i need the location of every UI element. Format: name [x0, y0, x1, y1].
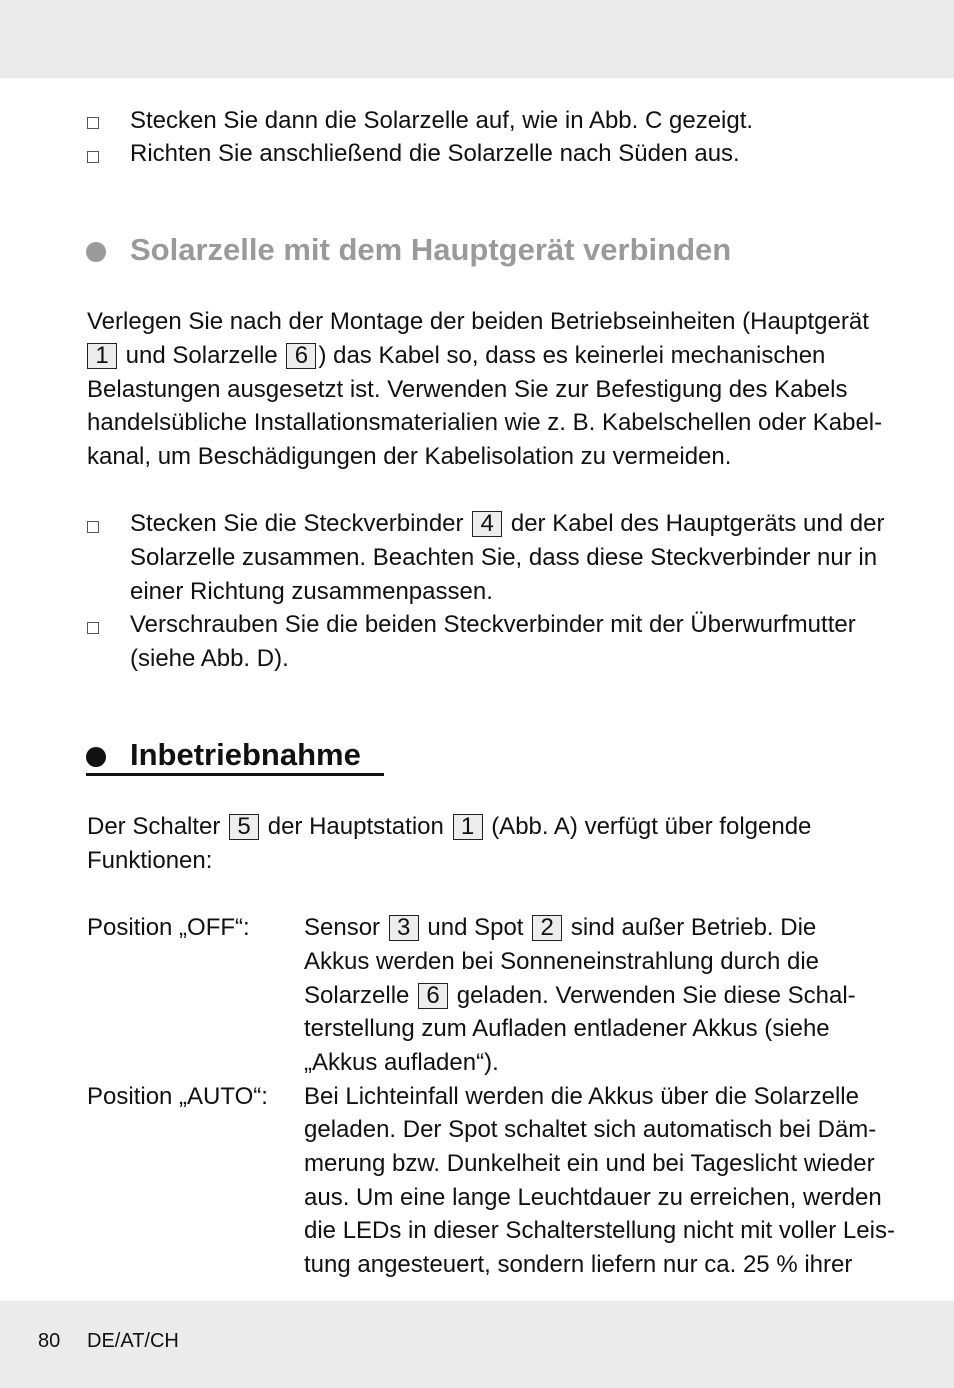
list-item: Verschrauben Sie die beiden Steckverbinder mit der Überwurfmutter [130, 611, 856, 638]
paragraph-line: Verlegen Sie nach der Montage der beiden Betriebseinheiten (Hauptgerät [87, 308, 869, 335]
reference-box: 6 [286, 343, 316, 369]
list-item-line: einer Richtung zusammenpassen. [130, 578, 493, 605]
description-text: sind außer Betrieb. Die [570, 914, 817, 941]
description-text: und Spot [427, 914, 524, 941]
description-line: terstellung zum Aufladen entladener Akkus (siehe [304, 1015, 830, 1042]
list-item: Richten Sie anschließend die Solarzelle nach Süden aus. [130, 140, 740, 167]
reference-box: 3 [389, 915, 419, 941]
list-item-line: (siehe Abb. D). [130, 645, 289, 672]
description-text: Solarzelle [304, 982, 410, 1009]
description-line: tung angesteuert, sondern liefern nur ca. 25 % ihrer [304, 1251, 853, 1278]
description-line: die LEDs in dieser Schalterstellung nicht mit voller Leis- [304, 1217, 895, 1244]
header-band [0, 0, 954, 78]
list-item [130, 507, 884, 541]
heading-underline [86, 773, 384, 776]
paragraph-line: Belastungen ausgesetzt ist. Verwenden Sie zur Befestigung des Kabels [87, 376, 848, 403]
heading-bullet-icon [86, 747, 106, 767]
description-line: „Akkus aufladen“). [304, 1049, 499, 1076]
paragraph-text: (Abb. A) verfügt über folgende [491, 813, 812, 840]
description-line: aus. Um eine lange Leuchtdauer zu erreichen, werden [304, 1184, 882, 1211]
footer [0, 1301, 954, 1388]
heading-bullet-icon [86, 242, 106, 262]
paragraph-line [87, 339, 825, 373]
paragraph-line: handelsübliche Installationsmaterialien wie z. B. Kabelschellen oder Kabel- [87, 409, 883, 436]
bullet-square [87, 622, 99, 634]
description-text: geladen. Verwenden Sie diese Schal- [456, 982, 856, 1009]
list-item: Stecken Sie dann die Solarzelle auf, wie in Abb. C gezeigt. [130, 107, 754, 134]
reference-box: 6 [418, 983, 448, 1009]
paragraph-line: Funktionen: [87, 847, 213, 874]
paragraph-text: ) das Kabel so, dass es keinerlei mechanischen [318, 342, 826, 369]
description-line: Akkus werden bei Sonneneinstrahlung durch die [304, 948, 820, 975]
bullet-square [87, 521, 99, 533]
description-line [304, 979, 856, 1013]
paragraph-text: der Hauptstation [267, 813, 444, 840]
paragraph-text: Der Schalter [87, 813, 221, 840]
reference-box: 1 [87, 343, 117, 369]
description-text: Sensor [304, 914, 381, 941]
description-line [304, 911, 816, 945]
position-label: Position „AUTO“: [87, 1083, 268, 1110]
list-text: der Kabel des Hauptgeräts und der [510, 510, 885, 537]
list-text: Stecken Sie die Steckverbinder [130, 510, 464, 537]
page-number: 80 [38, 1330, 61, 1352]
reference-box: 4 [472, 511, 502, 537]
reference-box: 1 [453, 814, 483, 840]
reference-box: 2 [532, 915, 562, 941]
bullet-square [87, 151, 99, 163]
section-heading: Solarzelle mit dem Hauptgerät verbinden [130, 232, 732, 267]
bullet-square [87, 117, 99, 129]
locale-label: DE/AT/CH [87, 1330, 179, 1352]
description-line: merung bzw. Dunkelheit ein und bei Tageslicht wieder [304, 1150, 875, 1177]
paragraph-line [87, 810, 811, 844]
section-heading: Inbetriebnahme [130, 737, 361, 772]
list-item-line: Solarzelle zusammen. Beachten Sie, dass diese Steckverbinder nur in [130, 544, 878, 571]
paragraph-line: kanal, um Beschädigungen der Kabelisolation zu vermeiden. [87, 443, 732, 470]
paragraph-text: und Solarzelle [125, 342, 278, 369]
description-line: Bei Lichteinfall werden die Akkus über die Solarzelle [304, 1083, 859, 1110]
position-label: Position „OFF“: [87, 914, 250, 941]
reference-box: 5 [229, 814, 259, 840]
description-line: geladen. Der Spot schaltet sich automatisch bei Däm- [304, 1116, 877, 1143]
